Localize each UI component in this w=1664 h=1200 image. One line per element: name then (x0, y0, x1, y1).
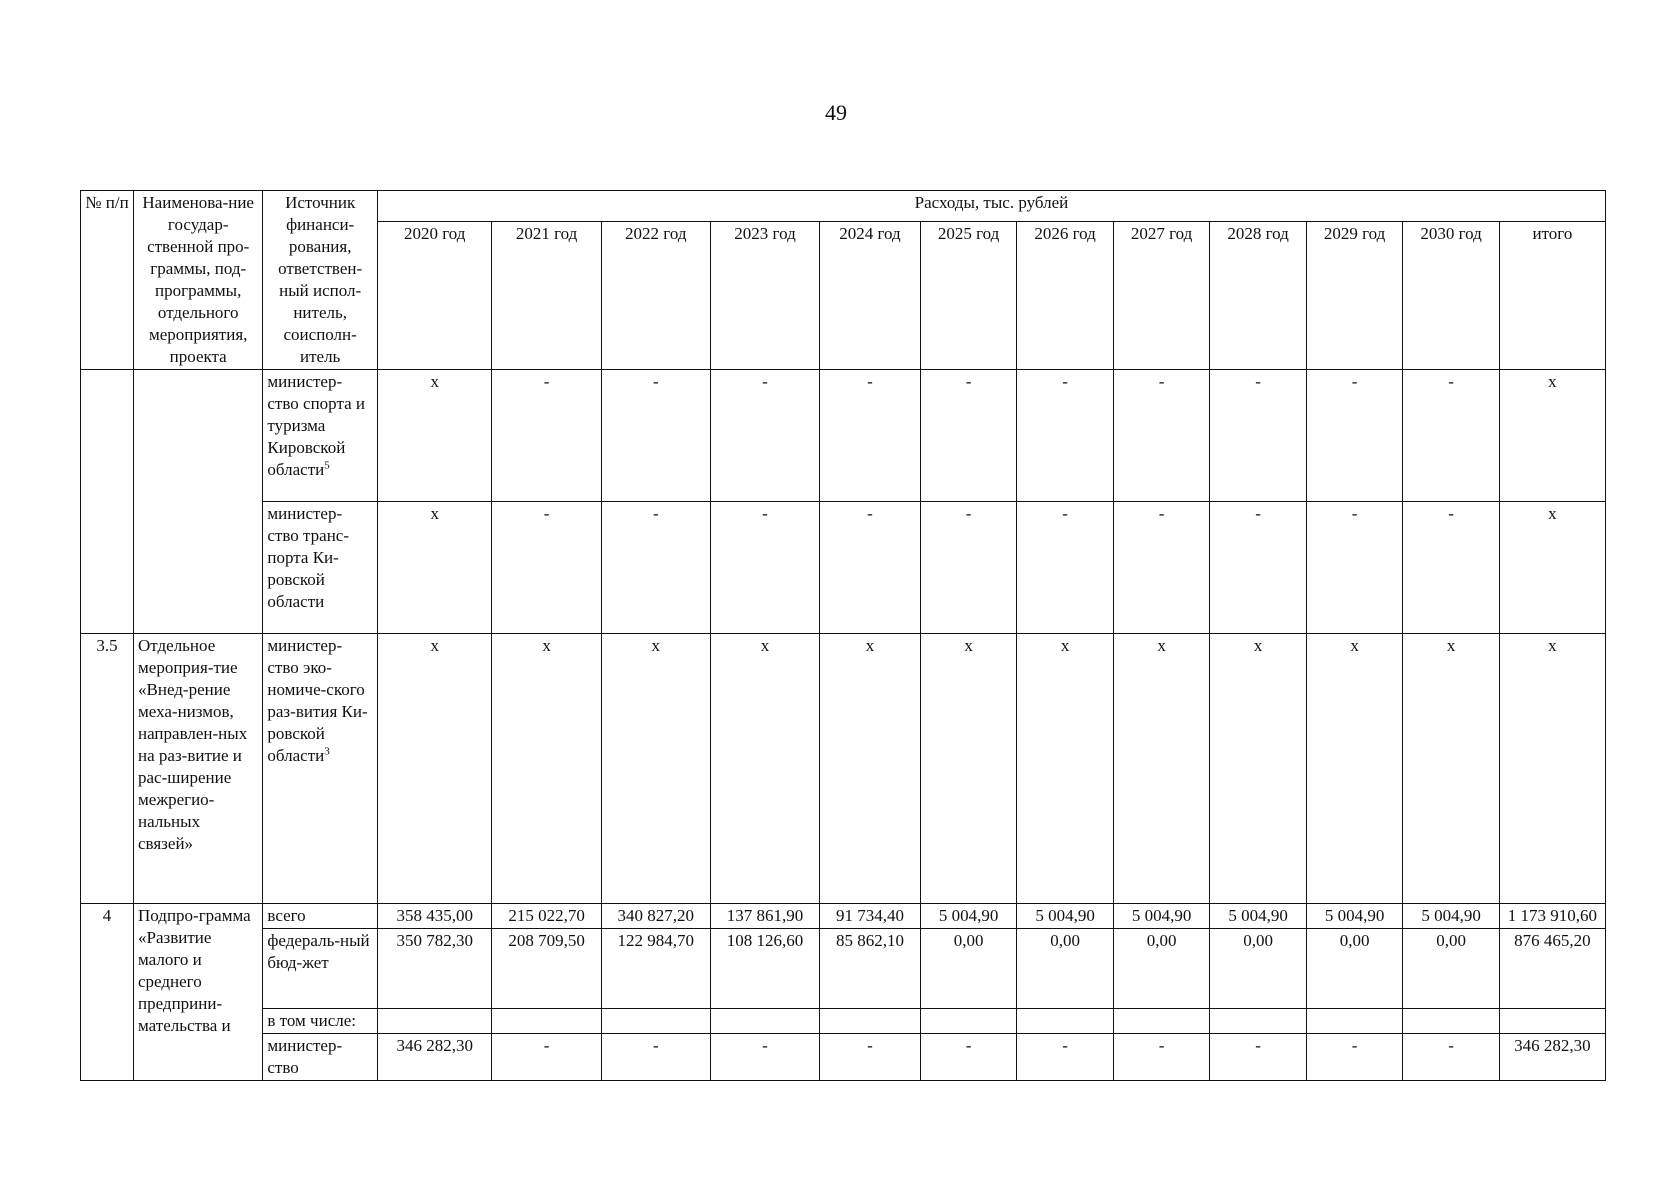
value-cell: x (1306, 634, 1403, 904)
value-cell: 137 861,90 (710, 904, 819, 929)
empty-cell (1306, 1009, 1403, 1034)
total-cell: x (1499, 502, 1605, 634)
row-number-4: 4 (81, 904, 134, 1081)
value-cell: - (601, 502, 710, 634)
subprogram-name-4: Подпро-грамма «Развитие малого и среднего предприни-мательства и (134, 904, 263, 1081)
value-cell: x (820, 634, 921, 904)
header-expenses-title: Расходы, тыс. рублей (377, 191, 1605, 222)
value-cell: x (1113, 634, 1210, 904)
measure-name-3-5: Отдельное мероприя-тие «Внед-рение меха-низмов, направлен-ных на раз-витие и рас-ширение межрегио-нальных связей» (134, 634, 263, 904)
value-cell: 340 827,20 (601, 904, 710, 929)
value-cell: 5 004,90 (1306, 904, 1403, 929)
source-federal-budget: федераль-ный бюд-жет (263, 929, 378, 1009)
value-cell: - (710, 370, 819, 502)
empty-cell (920, 1009, 1017, 1034)
header-year: 2020 год (377, 222, 492, 370)
value-cell: 5 004,90 (920, 904, 1017, 929)
value-cell: 0,00 (1210, 929, 1307, 1009)
value-cell: - (1403, 370, 1500, 502)
empty-cell (1017, 1009, 1114, 1034)
value-cell: 208 709,50 (492, 929, 601, 1009)
value-cell: 91 734,40 (820, 904, 921, 929)
value-cell: 350 782,30 (377, 929, 492, 1009)
value-cell: - (1113, 370, 1210, 502)
value-cell: - (1306, 370, 1403, 502)
value-cell: 5 004,90 (1017, 904, 1114, 929)
header-year: 2023 год (710, 222, 819, 370)
total-cell: x (1499, 634, 1605, 904)
value-cell: 0,00 (1113, 929, 1210, 1009)
value-cell: x (710, 634, 819, 904)
header-year: 2029 год (1306, 222, 1403, 370)
value-cell: x (1210, 634, 1307, 904)
value-cell: x (920, 634, 1017, 904)
value-cell: - (1306, 502, 1403, 634)
value-cell: - (1017, 502, 1114, 634)
value-cell: 5 004,90 (1113, 904, 1210, 929)
empty-cell (710, 1009, 819, 1034)
value-cell: - (1113, 1034, 1210, 1081)
value-cell: 85 862,10 (820, 929, 921, 1009)
value-cell: x (601, 634, 710, 904)
empty-cell (377, 1009, 492, 1034)
value-cell: - (601, 370, 710, 502)
total-cell: 876 465,20 (1499, 929, 1605, 1009)
value-cell: x (1403, 634, 1500, 904)
header-year: 2025 год (920, 222, 1017, 370)
empty-cell (1403, 1009, 1500, 1034)
value-cell: x (377, 502, 492, 634)
value-cell: 0,00 (920, 929, 1017, 1009)
value-cell: - (1210, 502, 1307, 634)
value-cell: - (920, 1034, 1017, 1081)
header-name: Наименова-ние государ-ственной про-граммы, под-программы, отдельного мероприятия, проекта (134, 191, 263, 370)
value-cell: - (710, 1034, 819, 1081)
value-cell: 0,00 (1403, 929, 1500, 1009)
row-number-cell (81, 370, 134, 634)
header-year: 2021 год (492, 222, 601, 370)
total-cell: 1 173 910,60 (1499, 904, 1605, 929)
header-year: 2028 год (1210, 222, 1307, 370)
empty-cell (1210, 1009, 1307, 1034)
value-cell: x (492, 634, 601, 904)
budget-table (80, 190, 1606, 1081)
value-cell: - (1403, 1034, 1500, 1081)
empty-cell (1113, 1009, 1210, 1034)
source-total: всего (263, 904, 378, 929)
value-cell: - (710, 502, 819, 634)
header-year: 2026 год (1017, 222, 1114, 370)
header-number: № п/п (81, 191, 134, 370)
empty-cell (601, 1009, 710, 1034)
empty-cell (820, 1009, 921, 1034)
header-year: 2027 год (1113, 222, 1210, 370)
value-cell: - (492, 502, 601, 634)
value-cell: 0,00 (1017, 929, 1114, 1009)
row-name-cell (134, 370, 263, 634)
value-cell: - (492, 1034, 601, 1081)
value-cell: 108 126,60 (710, 929, 819, 1009)
value-cell: 215 022,70 (492, 904, 601, 929)
value-cell: x (1017, 634, 1114, 904)
value-cell: - (492, 370, 601, 502)
header-year: 2022 год (601, 222, 710, 370)
total-cell: 346 282,30 (1499, 1034, 1605, 1081)
page-number: 49 (825, 100, 847, 125)
value-cell: x (377, 634, 492, 904)
value-cell: - (601, 1034, 710, 1081)
value-cell: - (820, 1034, 921, 1081)
value-cell: - (1017, 370, 1114, 502)
value-cell: 346 282,30 (377, 1034, 492, 1081)
value-cell: - (820, 370, 921, 502)
value-cell: - (820, 502, 921, 634)
value-cell: - (920, 370, 1017, 502)
value-cell: 5 004,90 (1403, 904, 1500, 929)
source-economic-ministry: министер-ство эко-номиче-ского раз-вития Ки-ровской области$^3$ (263, 634, 378, 904)
empty-cell (1499, 1009, 1605, 1034)
source-ministry: министер-ство (263, 1034, 378, 1081)
value-cell: x (377, 370, 492, 502)
total-cell: x (1499, 370, 1605, 502)
value-cell: 5 004,90 (1210, 904, 1307, 929)
value-cell: - (1113, 502, 1210, 634)
header-year: 2024 год (820, 222, 921, 370)
header-year: 2030 год (1403, 222, 1500, 370)
value-cell: - (1403, 502, 1500, 634)
value-cell: - (1017, 1034, 1114, 1081)
value-cell: 0,00 (1306, 929, 1403, 1009)
source-transport-ministry: министер-ство транс-порта Ки-ровской области (263, 502, 378, 634)
source-sports-ministry: министер-ство спорта и туризма Кировской области$^5$ (263, 370, 378, 502)
value-cell: - (1210, 370, 1307, 502)
row-number-3-5: 3.5 (81, 634, 134, 904)
value-cell: 358 435,00 (377, 904, 492, 929)
header-total: итого (1499, 222, 1605, 370)
value-cell: - (1210, 1034, 1307, 1081)
value-cell: - (1306, 1034, 1403, 1081)
source-including: в том числе: (263, 1009, 378, 1034)
value-cell: - (920, 502, 1017, 634)
header-source: Источник финанси-рования, ответствен-ный испол-нитель, соисполн-итель (263, 191, 378, 370)
value-cell: 122 984,70 (601, 929, 710, 1009)
empty-cell (492, 1009, 601, 1034)
